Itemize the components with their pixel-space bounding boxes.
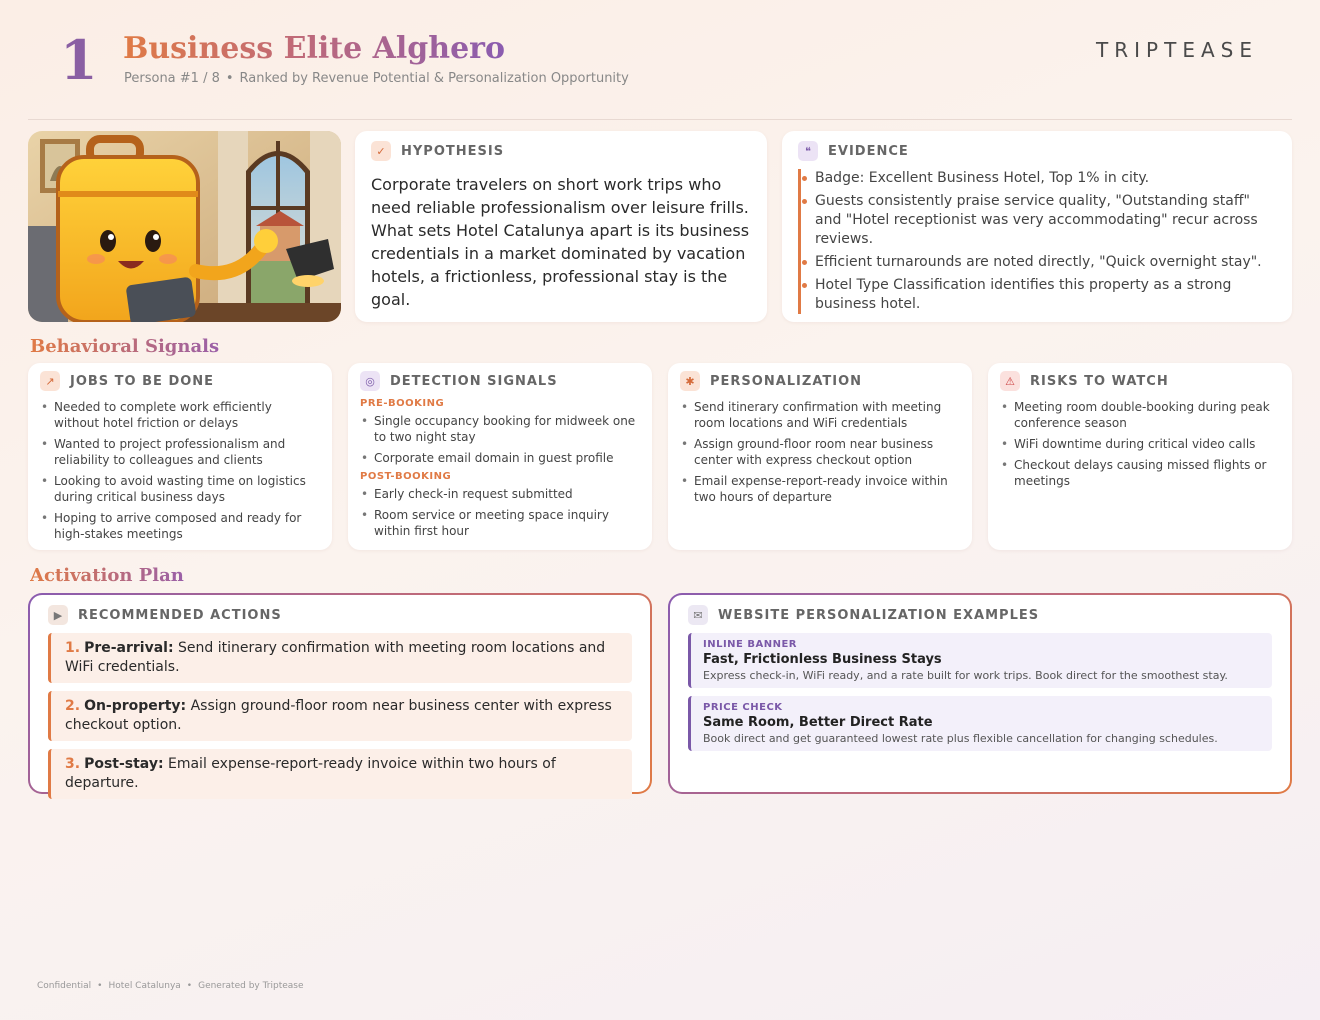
pre-booking-label: PRE-BOOKING	[360, 398, 445, 409]
personalization-label: PERSONALIZATION	[710, 373, 863, 389]
sparkle-icon: ✱	[680, 371, 700, 391]
evidence-item: Hotel Type Classification identifies this property as a strong business hotel.	[815, 276, 1276, 314]
website-example	[688, 696, 1272, 751]
list-item: • Hoping to arrive composed and ready for high-stakes meetings	[54, 510, 320, 542]
example-tag: PRICE CHECK	[703, 702, 783, 713]
list-item: • Early check-in request submitted	[374, 486, 640, 502]
action-item	[48, 633, 632, 683]
action-item	[48, 749, 632, 799]
personalization-list	[680, 399, 960, 505]
recommended-actions-card	[28, 593, 652, 794]
example-title: Same Room, Better Direct Rate	[703, 715, 933, 730]
list-item: • Email expense-report-ready invoice within two hours of departure	[694, 473, 960, 505]
website-personalization-label: WEBSITE PERSONALIZATION EXAMPLES	[718, 607, 1040, 623]
list-item: • Meeting room double-booking during peak conference season	[1014, 399, 1280, 431]
evidence-card	[782, 131, 1292, 322]
post-booking-label: POST-BOOKING	[360, 471, 452, 482]
personalization-card	[668, 363, 972, 550]
list-item: • Single occupancy booking for midweek one to two night stay	[374, 413, 640, 445]
list-item: • Room service or meeting space inquiry within first hour	[374, 507, 640, 539]
persona-number: 1	[60, 28, 98, 92]
action-lead: Post-stay:	[84, 756, 164, 772]
evidence-label: EVIDENCE	[828, 143, 909, 159]
hypothesis-card	[355, 131, 767, 322]
footer-generated: Generated by Triptease	[198, 981, 304, 991]
detection-card	[348, 363, 652, 550]
risks-card	[988, 363, 1292, 550]
action-number: 3.	[65, 756, 81, 772]
evidence-item: Efficient turnarounds are noted directly, "Quick overnight stay".	[815, 253, 1276, 272]
envelope-icon: ✉	[688, 605, 708, 625]
list-item: • Looking to avoid wasting time on logistics during critical business days	[54, 473, 320, 505]
website-example	[688, 633, 1272, 688]
behavioral-signals-title: Behavioral Signals	[30, 336, 220, 357]
action-lead: Pre-arrival:	[84, 640, 174, 656]
example-description: Book direct and get guaranteed lowest rate plus flexible cancellation for changing schedules.	[703, 732, 1218, 745]
post-booking-list	[360, 486, 640, 539]
quote-icon: ❝	[798, 141, 818, 161]
activation-plan-title: Activation Plan	[30, 565, 184, 586]
hypothesis-text: Corporate travelers on short work trips who need reliable professionalism over leisure frills. What sets Hotel Catalunya apart is its business credentials in a market dominated by vacation hotels, a frictionless, professional stay is the goal.	[371, 175, 750, 309]
list-item: • WiFi downtime during critical video calls	[1014, 436, 1280, 452]
ranking-text: Ranked by Revenue Potential & Personalization Opportunity	[239, 71, 629, 86]
page-title: Business Elite Alghero	[123, 31, 505, 66]
pre-booking-list	[360, 413, 640, 466]
page-subtitle: Persona #1 / 8 • Ranked by Revenue Potential & Personalization Opportunity	[124, 71, 629, 86]
example-description: Express check-in, WiFi ready, and a rate built for work trips. Book direct for the smoothest stay.	[703, 669, 1228, 682]
list-item: • Needed to complete work efficiently without hotel friction or delays	[54, 399, 320, 431]
list-item: • Assign ground-floor room near business center with express checkout option	[694, 436, 960, 468]
list-item: • Checkout delays causing missed flights or meetings	[1014, 457, 1280, 489]
jobs-card	[28, 363, 332, 550]
play-icon: ▶	[48, 605, 68, 625]
suitcase-character-image	[28, 131, 341, 322]
recommended-actions-label: RECOMMENDED ACTIONS	[78, 607, 282, 623]
website-personalization-card	[668, 593, 1292, 794]
action-number: 2.	[65, 698, 81, 714]
footer: Confidential • Hotel Catalunya • Generated by Triptease	[37, 981, 304, 991]
action-lead: On-property:	[84, 698, 187, 714]
risks-list	[1000, 399, 1280, 489]
evidence-item: Guests consistently praise service quality, "Outstanding staff" and "Hotel receptionist was very accommodating" recur across reviews.	[815, 192, 1276, 249]
warning-icon: ⚠	[1000, 371, 1020, 391]
persona-illustration	[28, 131, 341, 322]
evidence-item: Badge: Excellent Business Hotel, Top 1% in city.	[815, 169, 1276, 188]
example-tag: INLINE BANNER	[703, 639, 797, 650]
jobs-label: JOBS TO BE DONE	[70, 373, 215, 389]
persona-index: Persona #1 / 8	[124, 71, 220, 86]
example-title: Fast, Frictionless Business Stays	[703, 652, 942, 667]
hypothesis-label: HYPOTHESIS	[401, 143, 505, 159]
list-item: • Send itinerary confirmation with meeting room locations and WiFi credentials	[694, 399, 960, 431]
risks-label: RISKS TO WATCH	[1030, 373, 1169, 389]
footer-hotel: Hotel Catalunya	[108, 981, 181, 991]
target-icon: ◎	[360, 371, 380, 391]
check-icon: ✓	[371, 141, 391, 161]
evidence-list	[798, 169, 1276, 314]
footer-confidential: Confidential	[37, 981, 92, 991]
list-item: • Wanted to project professionalism and reliability to colleagues and clients	[54, 436, 320, 468]
action-text: Email expense-report-ready invoice within two hours of departure.	[65, 756, 556, 791]
list-item: • Corporate email domain in guest profile	[374, 450, 640, 466]
action-number: 1.	[65, 640, 81, 656]
action-text: Assign ground-floor room near business center with express checkout option.	[65, 698, 612, 733]
jobs-list	[40, 399, 320, 542]
detection-label: DETECTION SIGNALS	[390, 373, 558, 389]
action-item	[48, 691, 632, 741]
action-text: Send itinerary confirmation with meeting room locations and WiFi credentials.	[65, 640, 606, 675]
header-divider	[28, 119, 1292, 120]
brand-logo: TRIPTEASE	[1096, 38, 1258, 62]
arrow-up-right-icon: ↗	[40, 371, 60, 391]
